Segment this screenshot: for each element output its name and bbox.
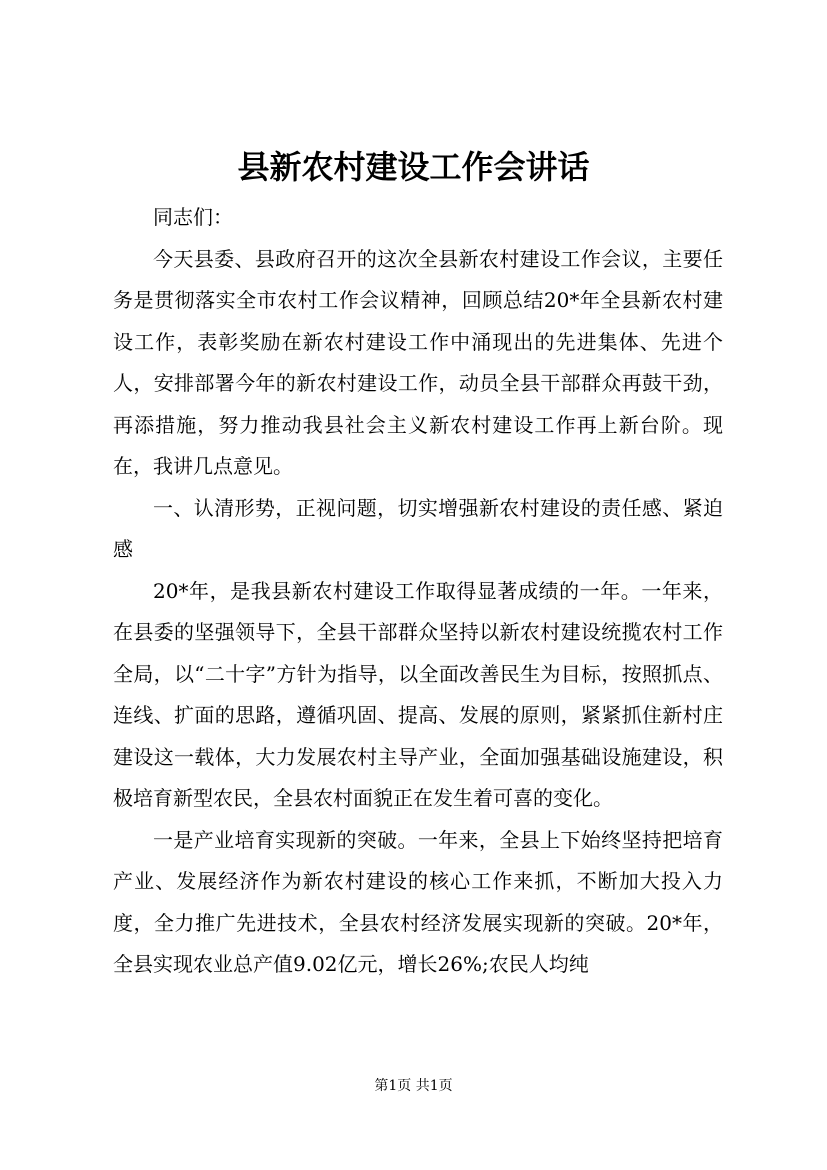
salutation-paragraph: 同志们： (153, 205, 233, 229)
summary-paragraph: 20*年，是我县新农村建设工作取得显著成绩的一年。一年来，在县委的坚强领导下，全县干部群众坚持以新农村建设统揽农村工作全局，以“二十字”方针为指导，以全面改善民生为目标，按照抓点、连线、扩面的思路，遵循巩固、提高、发展的原则，紧紧抓住新村庄建设这一载体，大力发展农村主导产业，全面加强基础设施建设，积极培育新型农民，全县农村面貌正在发生着可喜的变化。 (113, 578, 723, 810)
section-heading-paragraph: 一、认清形势，正视问题，切实增强新农村建设的责任感、紧迫感 (113, 495, 723, 561)
intro-paragraph: 今天县委、县政府召开的这次全县新农村建设工作会议，主要任务是贯彻落实全市农村工作会议精神，回顾总结20*年全县新农村建设工作，表彰奖励在新农村建设工作中涌现出的先进集体、先进个人，安排部署今年的新农村建设工作，动员全县干部群众再鼓干劲，再添措施，努力推动我县社会主义新农村建设工作再上新台阶。现在，我讲几点意见。 (113, 246, 723, 478)
industry-paragraph: 一是产业培育实现新的突破。一年来，全县上下始终坚持把培育产业、发展经济作为新农村建设的核心工作来抓，不断加大投入力度，全力推广先进技术，全县农村经济发展实现新的突破。20*年，全县实现农业总产值9.02亿元，增长26%;农民人均纯 (113, 827, 723, 976)
document-body (113, 197, 723, 986)
page-footer: 第1页 共1页 (374, 1078, 453, 1094)
document-title: 县新农村建设工作会讲话 (237, 148, 590, 186)
